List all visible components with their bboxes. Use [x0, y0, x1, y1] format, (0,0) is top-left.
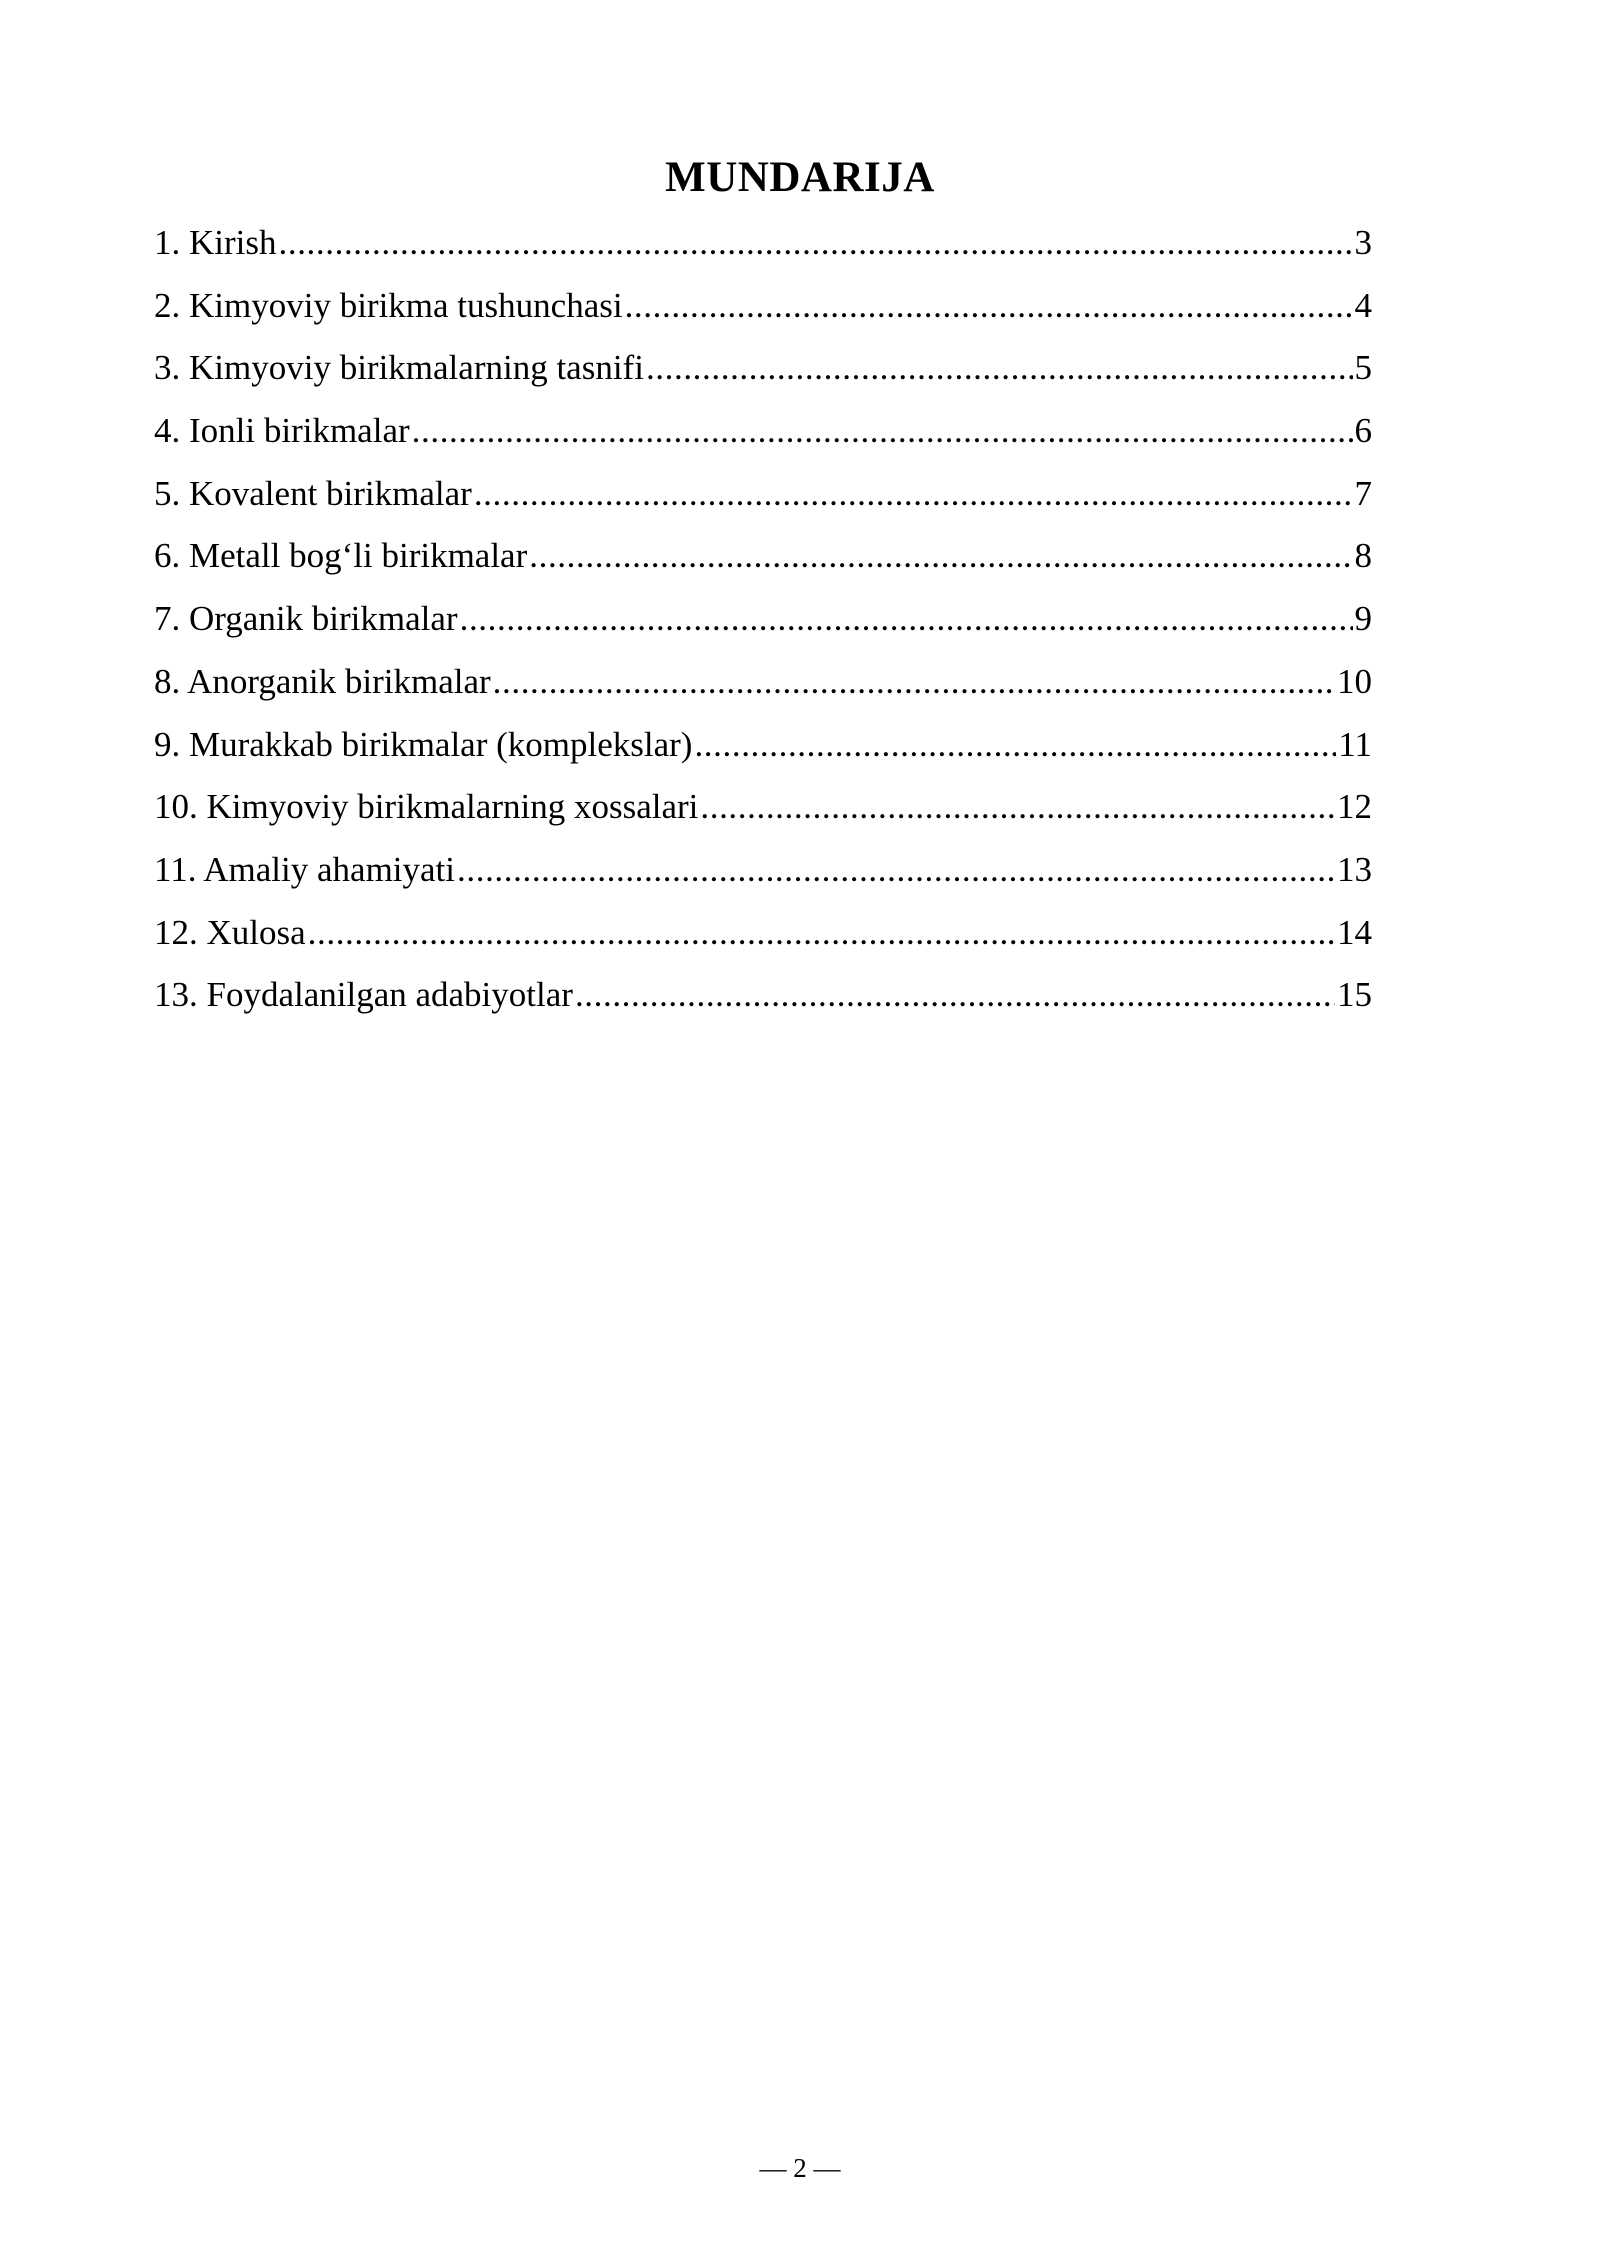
toc-entry-text: 13. Foydalanilgan adabiyotlar: [154, 975, 573, 1015]
toc-entry-text: 6. Metall bog‘li birikmalar: [154, 536, 528, 576]
toc-dot-leader: [460, 588, 1353, 650]
toc-dot-leader: [575, 964, 1335, 1026]
toc-page-number: 6: [1354, 411, 1372, 451]
toc-dot-leader: [308, 902, 1335, 964]
toc-entry-text: 5. Kovalent birikmalar: [154, 473, 472, 513]
toc-page-number: 13: [1337, 849, 1372, 889]
toc-page-number: 15: [1337, 975, 1372, 1015]
toc-entry-6[interactable]: [154, 525, 1372, 588]
toc-entry-text: 10. Kimyoviy birikmalarning xossalari: [154, 787, 699, 827]
toc-dot-leader: [529, 525, 1352, 587]
toc-heading: MUNDARIJA: [665, 154, 935, 201]
toc-entry-1[interactable]: [154, 212, 1372, 275]
page-number-footer: — 2 —: [759, 2153, 841, 2183]
toc-entry-9[interactable]: [154, 714, 1372, 777]
toc-dot-leader: [457, 839, 1335, 901]
toc-entry-11[interactable]: [154, 839, 1372, 902]
table-of-contents: [154, 212, 1372, 1027]
toc-dot-leader: [412, 400, 1353, 462]
toc-entry-7[interactable]: [154, 588, 1372, 651]
toc-entry-text: 12. Xulosa: [154, 912, 306, 952]
toc-dot-leader: [279, 212, 1353, 274]
toc-page-number: 8: [1354, 536, 1372, 576]
toc-entry-text: 11. Amaliy ahamiyati: [154, 849, 456, 889]
toc-entry-text: 3. Kimyoviy birikmalarning tasnifi: [154, 348, 644, 388]
toc-dot-leader: [694, 714, 1336, 776]
toc-page-number: 9: [1354, 599, 1372, 639]
toc-page-number: 12: [1337, 787, 1372, 827]
toc-entry-13[interactable]: [154, 964, 1372, 1027]
toc-entry-text: 4. Ionli birikmalar: [154, 411, 410, 451]
toc-entry-text: 1. Kirish: [154, 223, 277, 262]
toc-page-number: 11: [1338, 724, 1372, 764]
toc-page-number: 14: [1337, 912, 1372, 952]
toc-entry-10[interactable]: [154, 776, 1372, 839]
toc-dot-leader: [474, 463, 1353, 525]
toc-entry-2[interactable]: [154, 275, 1372, 338]
toc-entry-text: 2. Kimyoviy birikma tushunchasi: [154, 285, 623, 325]
toc-dot-leader: [700, 776, 1335, 838]
toc-entry-text: 8. Anorganik birikmalar: [154, 661, 491, 701]
toc-entry-8[interactable]: [154, 651, 1372, 714]
toc-page-number: 5: [1354, 348, 1372, 388]
toc-page-number: 10: [1337, 661, 1372, 701]
toc-dot-leader: [625, 275, 1353, 337]
toc-entry-12[interactable]: [154, 902, 1372, 965]
toc-entry-5[interactable]: [154, 463, 1372, 526]
toc-entry-text: 9. Murakkab birikmalar (komplekslar): [154, 724, 693, 764]
toc-entry-text: 7. Organik birikmalar: [154, 599, 458, 639]
toc-page-number: 3: [1354, 223, 1372, 262]
toc-entry-3[interactable]: [154, 337, 1372, 400]
toc-page-number: 4: [1354, 285, 1372, 325]
toc-dot-leader: [646, 337, 1353, 399]
toc-dot-leader: [493, 651, 1335, 713]
toc-entry-4[interactable]: [154, 400, 1372, 463]
toc-page-number: 7: [1354, 473, 1372, 513]
